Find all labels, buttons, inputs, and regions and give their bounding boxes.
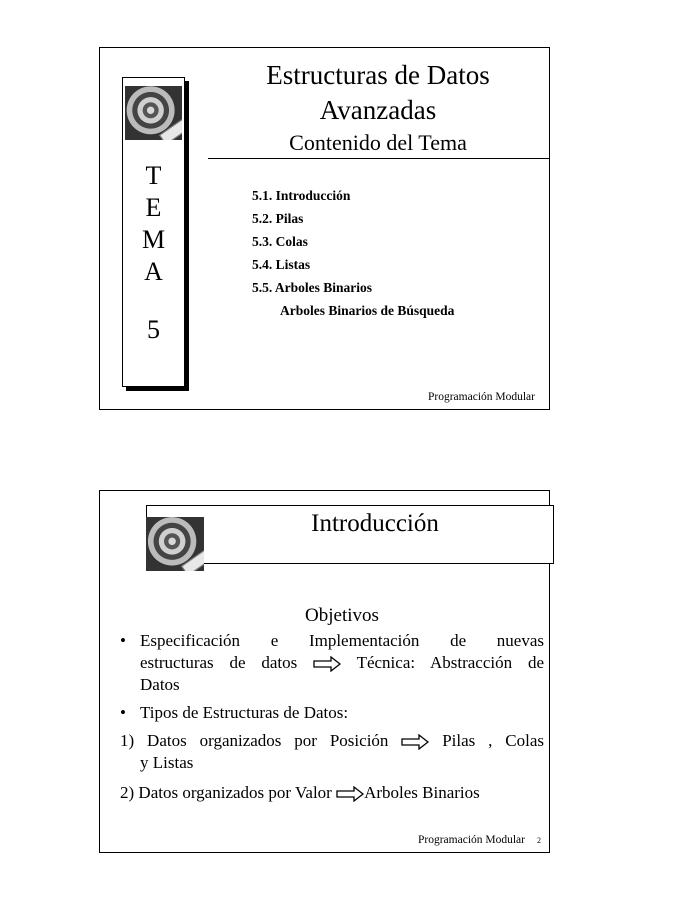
slide-subtitle: Contenido del Tema xyxy=(289,130,467,155)
list-item xyxy=(120,630,544,696)
bullet: • xyxy=(120,703,126,722)
text: 2) Datos organizados por Valor xyxy=(120,783,332,802)
text: Especificación e Implementación de nuevas xyxy=(140,631,544,650)
text: Datos xyxy=(140,675,180,694)
right-arrow-icon xyxy=(313,656,341,672)
text: Técnica: Abstracción de xyxy=(356,653,544,672)
text: Pilas , Colas xyxy=(442,731,545,750)
objectives-heading: Objetivos xyxy=(305,605,379,626)
page-number: 2 xyxy=(537,836,541,845)
list-item xyxy=(120,702,544,724)
slide-footer xyxy=(418,834,541,846)
toc-item: 5.4. Listas xyxy=(252,257,311,272)
side-letter: T xyxy=(145,161,162,190)
text: Arboles Binarios xyxy=(364,783,480,802)
university-seal-icon xyxy=(146,517,204,571)
side-number: 5 xyxy=(147,315,160,344)
right-arrow-icon xyxy=(401,734,429,750)
side-letter: A xyxy=(144,257,163,286)
university-seal-icon xyxy=(125,86,182,140)
footer-text: Programación Modular xyxy=(418,834,525,846)
side-letter: E xyxy=(145,193,162,222)
right-arrow-icon xyxy=(336,786,364,802)
slide-1 xyxy=(99,47,550,410)
toc-item: 5.2. Pilas xyxy=(252,211,304,226)
side-letter: M xyxy=(141,225,166,254)
table-of-contents xyxy=(252,184,454,322)
toc-item: 5.5. Arboles Binarios xyxy=(252,280,373,295)
title-line: Estructuras de Datos xyxy=(266,60,490,90)
toc-item: Arboles Binarios de Búsqueda xyxy=(280,303,455,318)
text: y Listas xyxy=(140,753,194,772)
bullet: • xyxy=(120,631,126,650)
slide-title: Introducción xyxy=(311,510,439,537)
side-banner xyxy=(122,77,185,387)
list-item xyxy=(120,782,544,804)
divider xyxy=(208,158,550,159)
slide-2 xyxy=(99,490,550,853)
toc-item: 5.1. Introducción xyxy=(252,188,351,203)
slide-footer: Programación Modular xyxy=(428,391,535,403)
list-item xyxy=(120,730,544,774)
text: 1) Datos organizados por Posición xyxy=(120,731,389,750)
vertical-tema-label xyxy=(123,160,184,346)
title-line: Avanzadas xyxy=(319,95,437,125)
text: estructuras de datos xyxy=(140,653,298,672)
slide-title xyxy=(208,58,548,128)
toc-item: 5.3. Colas xyxy=(252,234,308,249)
text: Tipos de Estructuras de Datos: xyxy=(140,703,349,722)
